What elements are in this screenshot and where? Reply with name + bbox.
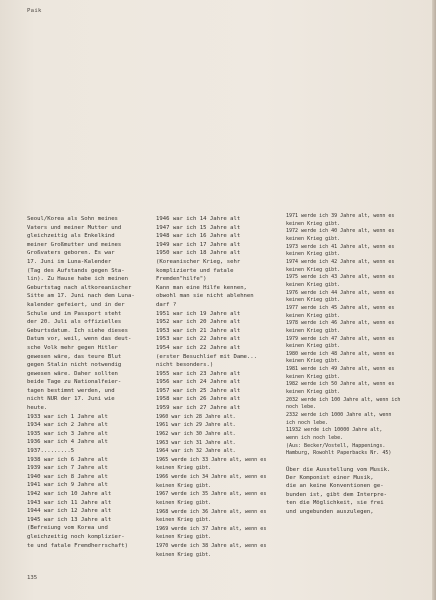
- text-line: 1959 war ich 27 Jahre alt: [156, 405, 241, 412]
- text-line: 1970 werde ich 38 Jahre alt, wenn es: [156, 543, 267, 550]
- text-line: (Befreiung vom Korea und: [27, 525, 108, 532]
- text-line: 1961 war ich 29 Jahre alt.: [156, 422, 236, 429]
- text-line: kalender gefeiert, und in der: [27, 301, 125, 308]
- text-line: 1939 war ich 7 Jahre alt: [27, 465, 108, 472]
- text-line: keinen Krieg gibt.: [286, 343, 341, 350]
- text-line: nicht besonders.): [156, 362, 214, 369]
- text-line: Hamburg, Rowohlt Paperbacks Nr. 45): [286, 450, 392, 457]
- text-line: 1971 werde ich 39 Jahre alt, wenn es: [286, 213, 395, 219]
- text-line: keinen Krieg gibt.: [156, 517, 212, 524]
- text-line: beide Tage zu Nationalfeier-: [27, 379, 122, 386]
- running-header: Paik: [27, 8, 42, 14]
- text-line: 1956 war ich 24 Jahre alt: [156, 379, 241, 386]
- text-line: 1975 werde ich 43 Jahre alt, wenn es: [286, 274, 395, 281]
- text-line: Großvaters geboren. Es war: [27, 250, 115, 257]
- text-line: 1933 war ich 1 Jahre alt: [27, 413, 108, 420]
- text-line: darf ?: [156, 301, 177, 308]
- text-line: Der Komponist einer Musik,: [286, 475, 374, 482]
- text-line: keinen Krieg gibt.: [156, 534, 212, 541]
- text-line: 1969 werde ich 37 Jahre alt, wenn es: [156, 525, 267, 532]
- text-line: 1941 war ich 9 Jahre alt: [27, 482, 108, 489]
- text-line: keinen Krieg gibt.: [286, 373, 341, 380]
- text-line: ten die Möglichkeit, sie frei: [286, 500, 384, 507]
- text-line: Fremden"hilfe"): [156, 276, 207, 283]
- text-line: keinen Krieg gibt.: [286, 312, 341, 319]
- text-line: 1963 war ich 31 Jahre alt.: [156, 439, 236, 446]
- text-line: 1935 war ich 3 Jahre alt: [27, 430, 108, 437]
- text-line: 1982 werde ich 50 Jahre alt, wenn es: [286, 381, 395, 388]
- text-line: gleichzeitig als Enkelkind: [27, 233, 115, 240]
- text-line: keinen Krieg gibt.: [286, 358, 341, 365]
- text-line: Sitte am 17. Juni nach dem Luna-: [27, 293, 135, 300]
- text-line: 1973 werde ich 41 Jahre alt, wenn es: [286, 243, 395, 250]
- middle-text-column: [156, 215, 282, 559]
- text-line: 1968 werde ich 36 Jahre alt, wenn es: [156, 508, 267, 515]
- text-line: 1981 werde ich 49 Jahre alt, wenn es: [286, 366, 395, 373]
- text-line: 1953 war ich 21 Jahre alt: [156, 327, 241, 334]
- text-line: keinen Krieg gibt.: [286, 220, 341, 227]
- text-line: keinen Krieg gibt.: [286, 266, 341, 273]
- text-line: 1974 werde ich 42 Jahre alt, wenn es: [286, 258, 395, 265]
- text-line: 1942 war ich 10 Jahre alt: [27, 491, 112, 497]
- text-line: keinen Krieg gibt.: [156, 551, 212, 558]
- text-line: komplizierte und fatale: [156, 267, 234, 274]
- right-text-column: [286, 213, 416, 516]
- text-line: 1980 werde ich 48 Jahre alt, wenn es: [286, 350, 395, 357]
- text-line: ich noch lebe.: [286, 419, 329, 426]
- text-line: 11932 werde ich 10000 Jahre alt,: [286, 427, 383, 434]
- text-line: keinen Krieg gibt.: [156, 482, 212, 489]
- text-line: Vaters und meiner Mutter und: [27, 224, 122, 231]
- page-number: 135: [27, 575, 38, 581]
- text-line: 1954 war ich 22 Jahre alt: [156, 344, 241, 351]
- text-line: die an keine Konventionen ge-: [286, 483, 384, 490]
- text-line: (erster Besuchlief mit Dame...: [156, 353, 258, 360]
- text-line: 1953 war ich 22 Jahre alt: [156, 336, 241, 343]
- text-line: 1965 werde ich 33 Jahre alt, wenn es: [156, 456, 267, 463]
- text-line: 17. Juni im Luna-Kalender: [27, 258, 112, 265]
- text-line: Geburtsdatum. Ich siehe dieses: [27, 327, 129, 334]
- text-line: nicht NUR der 17. Juni wie: [27, 396, 115, 403]
- text-line: keinen Krieg gibt.: [156, 499, 212, 506]
- text-line: bunden ist, gibt dem Interpre-: [286, 491, 388, 498]
- text-line: 1938 war ich 6 Jahre alt: [27, 456, 108, 463]
- text-line: wenn ich noch lebe.: [286, 435, 344, 442]
- left-text-column: [27, 215, 155, 550]
- text-line: [286, 458, 416, 466]
- text-line: 1943 war ich 11 Jahre alt: [27, 499, 112, 506]
- text-line: 1958 war ich 26 Jahre alt: [156, 396, 241, 403]
- text-line: 1946 war ich 14 Jahre alt: [156, 216, 241, 222]
- text-line: 1937.........5: [27, 448, 75, 455]
- text-line: lin). Zu Hause habe ich meinen: [27, 276, 129, 283]
- text-line: keinen Krieg gibt.: [286, 327, 341, 334]
- text-line: 1936 war ich 4 Jahre alt: [27, 439, 108, 446]
- text-line: 1950 war ich 18 Jahre alt: [156, 250, 241, 257]
- text-line: Geburtstag nach altkoreanischer: [27, 284, 132, 291]
- text-line: Schule und im Passport steht: [27, 310, 122, 317]
- text-line: 1972 werde ich 40 Jahre alt, wenn es: [286, 228, 395, 235]
- book-spine-edge: [432, 0, 436, 600]
- text-line: keinen Krieg gibt.: [286, 389, 341, 396]
- text-line: keinen Krieg gibt.: [286, 235, 341, 242]
- text-line: meiner Großmutter und meines: [27, 241, 122, 248]
- text-line: und ungebunden auszulegen,: [286, 508, 374, 515]
- text-line: keinen Krieg gibt.: [286, 281, 341, 288]
- text-line: 1951 war ich 19 Jahre alt: [156, 310, 241, 317]
- text-line: Über die Ausstellung vom Musik.: [286, 466, 391, 473]
- text-line: Seoul/Korea als Sohn meines: [27, 216, 118, 222]
- text-line: (Tag des Aufstands gegen Sta-: [27, 267, 125, 274]
- text-line: 1940 war ich 8 Jahre alt: [27, 473, 108, 480]
- text-line: 1960 war ich 28 Jahre alt.: [156, 413, 236, 420]
- text-line: te und fatale Fremdherrschaft): [27, 542, 129, 549]
- text-line: heute.: [27, 405, 48, 412]
- text-line: Kann man eine Hilfe kennen,: [156, 284, 247, 291]
- text-line: noch lebe.: [286, 404, 317, 411]
- text-line: gegen Stalin nicht notwendig: [27, 362, 122, 369]
- text-line: 1966 werde ich 34 Jahre alt, wenn es: [156, 474, 267, 481]
- text-line: obwohl man sie nicht ablehnen: [156, 293, 254, 300]
- text-line: 1944 war ich 12 Jahre alt: [27, 508, 112, 515]
- text-line: keinen Krieg gibt.: [286, 251, 341, 258]
- text-line: tagen bestimmt werden, und: [27, 387, 115, 394]
- text-line: der 20. Juli als offizielles: [27, 319, 122, 326]
- text-line: Datum vor, weil, wenn das deut-: [27, 336, 132, 343]
- text-line: keinen Krieg gibt.: [156, 465, 212, 472]
- text-line: 1979 werde ich 47 Jahre alt, wenn es: [286, 335, 395, 342]
- text-line: keinen Krieg gibt.: [286, 297, 341, 304]
- text-line: 1945 war ich 13 Jahre alt: [27, 516, 112, 523]
- text-line: 1957 war ich 25 Jahre alt: [156, 387, 241, 394]
- text-line: 1949 war ich 17 Jahre alt: [156, 241, 241, 248]
- text-line: 1978 werde ich 46 Jahre alt, wenn es: [286, 320, 395, 327]
- text-line: (Aus: Becker/Vostell, Happenings.: [286, 442, 386, 449]
- text-line: gewesen wäre, das teure Blut: [27, 353, 122, 360]
- text-line: 1955 war ich 23 Jahre alt: [156, 370, 241, 377]
- text-line: 1964 war ich 32 Jahre alt.: [156, 448, 236, 455]
- text-line: sche Volk mehr gegen Hitler: [27, 344, 118, 351]
- text-line: 1977 werde ich 45 Jahre alt, wenn es: [286, 304, 395, 311]
- text-line: gleichzeitig noch komplizier-: [27, 533, 125, 540]
- text-line: 1947 war ich 15 Jahre alt: [156, 224, 241, 231]
- text-line: 1948 war ich 16 Jahre alt: [156, 233, 241, 240]
- text-line: (Koreanischer Krieg, sehr: [156, 258, 241, 265]
- text-line: gewesen wäre. Daher sollten: [27, 370, 118, 377]
- text-line: 1967 werde ich 35 Jahre alt, wenn es: [156, 491, 267, 498]
- text-line: 1934 war ich 2 Jahre alt: [27, 422, 108, 429]
- text-line: 1976 werde ich 44 Jahre alt, wenn es: [286, 289, 395, 296]
- text-line: 2032 werde ich 100 Jahre alt, wenn ich: [286, 396, 401, 403]
- text-line: 1962 war ich 30 Jahre alt.: [156, 430, 236, 437]
- text-line: 2332 werde ich 1000 Jahre alt, wenn: [286, 412, 392, 419]
- text-line: 1952 war ich 20 Jahre alt: [156, 319, 241, 326]
